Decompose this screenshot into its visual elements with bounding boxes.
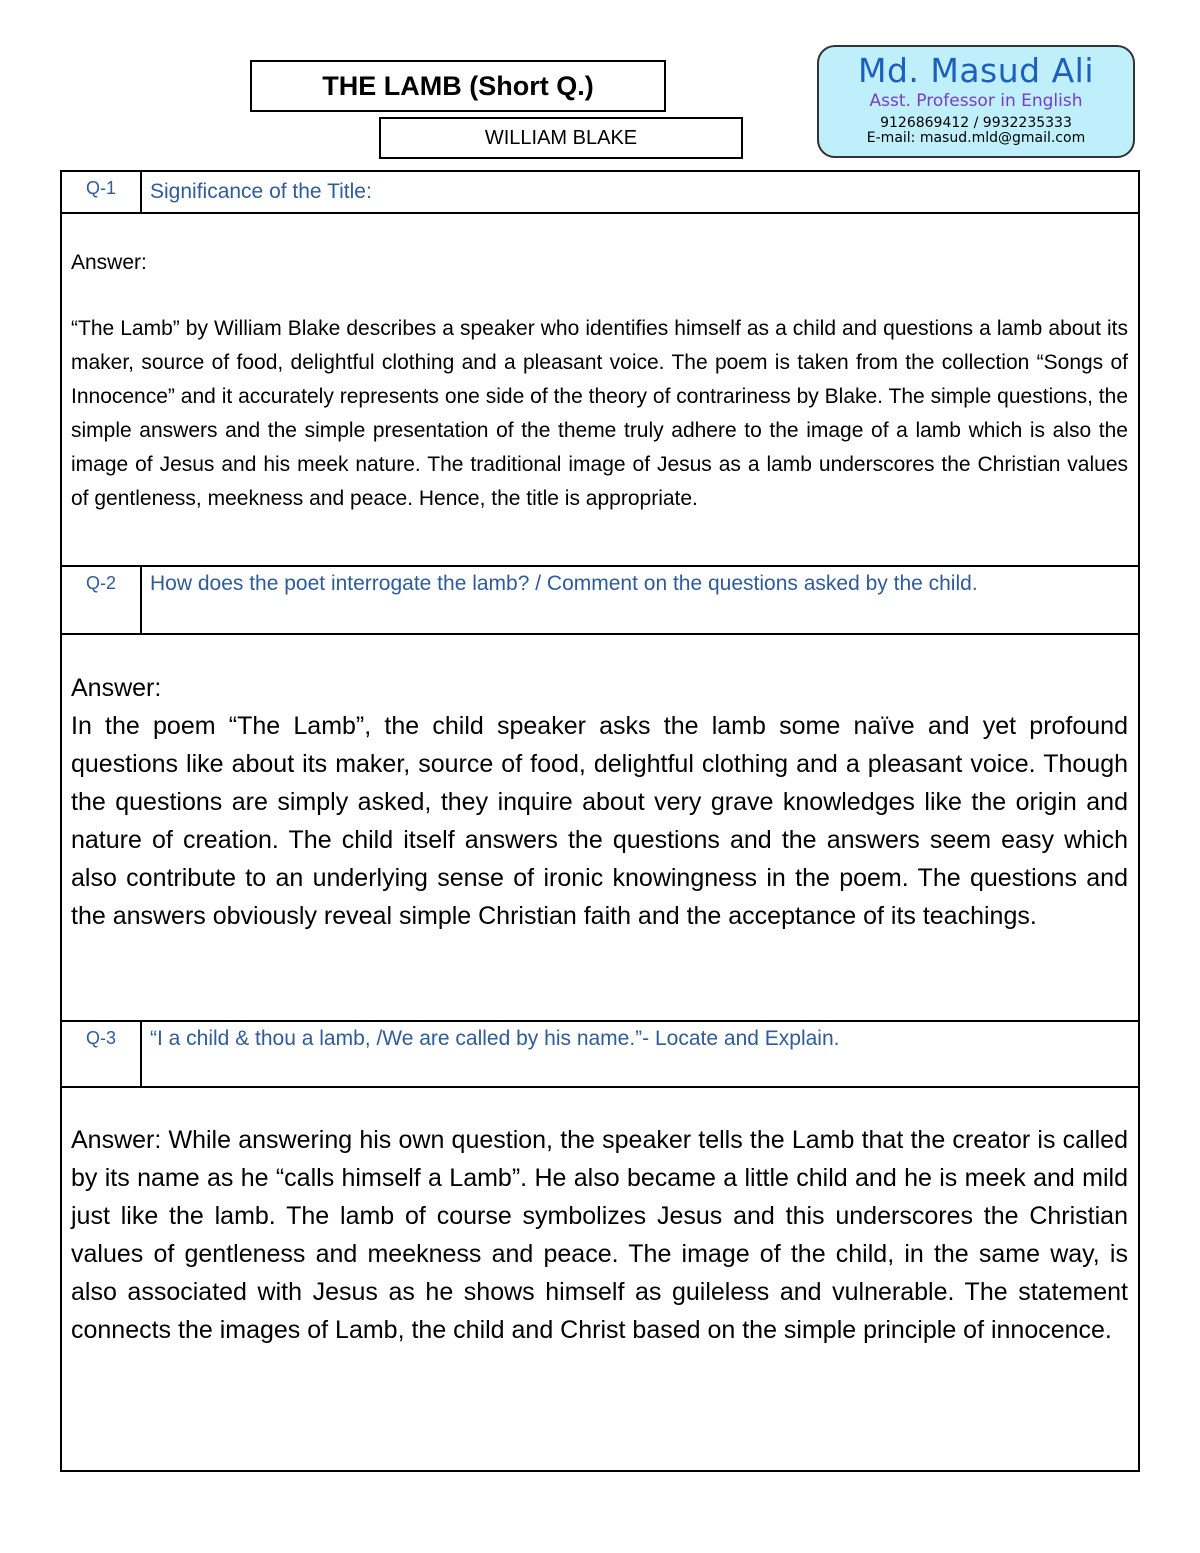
- badge-name: Md. Masud Ali: [857, 51, 1095, 90]
- answer-label-3: Answer:: [71, 1126, 169, 1154]
- badge-phone: 9126869412 / 9932235333: [880, 115, 1072, 131]
- answer-text-3: While answering his own question, the speaker tells the Lamb that the creator is called by its name as he “calls himself a Lamb”. He also became a little child and he is meek and mild just like the lamb. The lamb of course symbolizes Jesus and this underscores the Christian values of gentleness and meekness and peace. The image of the child, in the same way, is also associated with Jesus as he shows himself as guileless and vulnerable. The statement connects the images of Lamb, the child and Christ based on the simple principle of innocence.: [71, 1126, 1128, 1344]
- question-row-3: [62, 1022, 1138, 1088]
- question-text-1: Significance of the Title:: [150, 180, 372, 203]
- qa-table: [60, 170, 1140, 1472]
- question-row-1: [62, 172, 1138, 214]
- answer-block-2: [71, 669, 1128, 935]
- question-number-3: Q-3: [62, 1022, 142, 1086]
- author-name: WILLIAM BLAKE: [379, 117, 743, 159]
- answer-text-2: In the poem “The Lamb”, the child speaker asks the lamb some naïve and yet profound questions like about its maker, source of food, delightful clothing and a pleasant voice. Though the questions are simply asked, they inquire about very grave knowledges like the origin and nature of creation. The child itself answers the questions and the answers seem easy which also contribute to an underlying sense of ironic knowingness in the poem. The questions and the answers obviously reveal simple Christian faith and the acceptance of its teachings.: [71, 712, 1128, 930]
- question-number-1: Q-1: [62, 172, 142, 212]
- answer-label-2: Answer:: [71, 674, 162, 702]
- answer-label-1: Answer:: [71, 251, 147, 274]
- question-row-2: [62, 567, 1138, 635]
- document-title: THE LAMB (Short Q.): [250, 60, 666, 112]
- answer-text-1: “The Lamb” by William Blake describes a speaker who identifies himself as a child and questions a lamb about its maker, source of food, delightful clothing and a pleasant voice. The poem is taken from the collection “Songs of Innocence” and it accurately represents one side of the theory of contrariness by Blake. The simple questions, the simple answers and the simple presentation of the theme truly adhere to the image of a lamb which is also the image of Jesus and his meek nature. The traditional image of Jesus as a lamb underscores the Christian values of gentleness, meekness and peace. Hence, the title is appropriate.: [71, 317, 1128, 510]
- answer-block-1: [71, 246, 1128, 516]
- author-badge: [817, 45, 1135, 158]
- badge-email: E-mail: masud.mld@gmail.com: [866, 130, 1086, 146]
- badge-role: Asst. Professor in English: [869, 91, 1083, 111]
- question-number-2: Q-2: [62, 567, 142, 633]
- answer-block-3: [71, 1121, 1128, 1349]
- question-text-2: How does the poet interrogate the lamb? / Comment on the questions asked by the child.: [150, 572, 978, 595]
- question-text-3: “I a child & thou a lamb, /We are called by his name.”- Locate and Explain.: [150, 1027, 840, 1050]
